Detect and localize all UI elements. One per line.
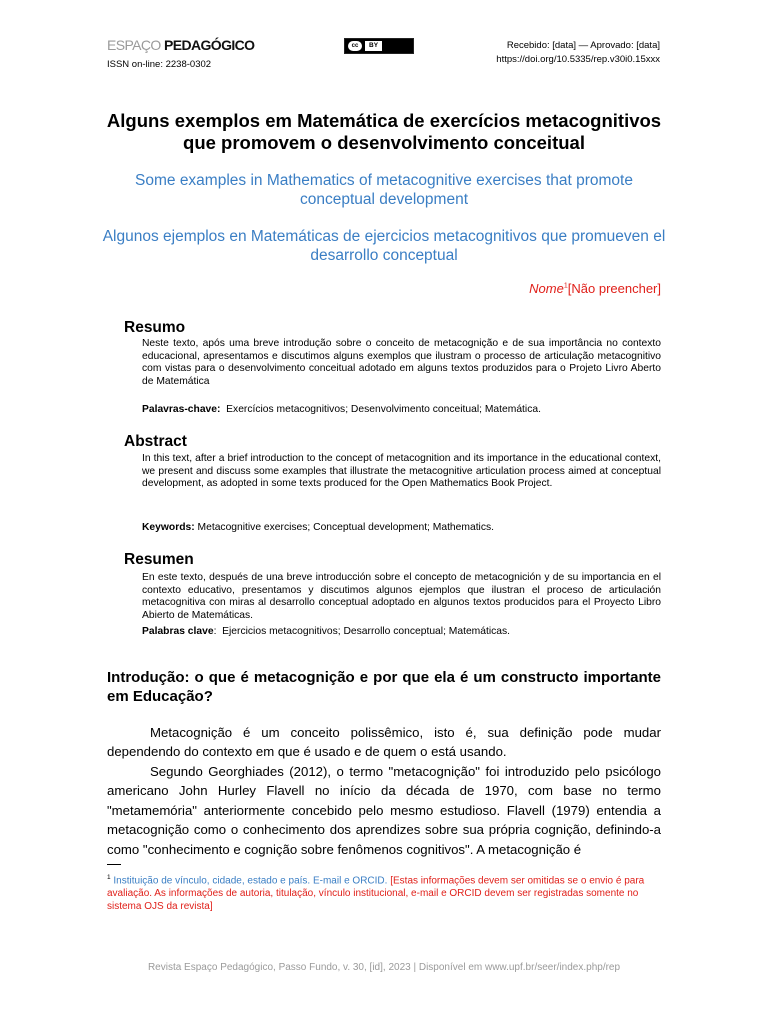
- page-footer: Revista Espaço Pedagógico, Passo Fundo, v. 30, [id], 2023 | Disponível em www.upf.br/seer/index.php/rep: [147, 962, 621, 973]
- author-note: [Não preencher]: [567, 281, 661, 296]
- title-english: Some examples in Mathematics of metacognitive exercises that promote conceptual development: [135, 172, 633, 208]
- cc-icon: cc: [348, 41, 362, 51]
- resumen-heading: Resumen: [124, 551, 194, 568]
- resumen-text: En este texto, después de una breve introducción sobre el concepto de metacognición y de su importancia en el contexto educativo, presentamos y discutimos algunos ejemplos que ilustran el proceso de articulación metacognitiva con miras al desarrollo conceptual adoptado en algunos textos producidos para el Proyecto Libro Abierto de Matemáticas.: [142, 572, 661, 621]
- author-line: [529, 281, 661, 296]
- abstract-keywords: Keywords: Metacognitive exercises; Conceptual development; Mathematics.: [142, 522, 494, 533]
- abstract-text: In this text, after a brief introduction to the concept of metacognition and its importance in the educational context, we present and discuss some examples that illustrate the metacognitive articulation process aimed at conceptual development, as adopted in some texts produced for the Open Mathematics Book Project.: [142, 453, 661, 490]
- journal-logo: ESPAÇO PEDAGÓGICO: [107, 37, 255, 53]
- received-approved-dates: Recebido: [data] — Aprovado: [data]: [506, 40, 660, 51]
- intro-heading: Introdução: o que é metacognição e por que ela é um constructo importante em Educação?: [107, 669, 661, 705]
- intro-paragraph-2: Segundo Georghiades (2012), o termo "metacognição" foi introduzido pelo psicólogo americano John Hurley Flavell no início da década de 1970, com base no termo "metamemória" anteriormente concebido pelo mesmo estudioso. Flavell (1979) entendia a metacognição como o conhecimento dos aprendizes sobre sua própria cognição, definindo-a como "conhecimento e cognição sobre fenômenos cognitivos". A metacognição é: [107, 764, 661, 857]
- resumen-keywords: Palabras clave: Ejercicios metacognitivos; Desarrollo conceptual; Matemáticas.: [142, 626, 511, 637]
- resumo-keywords: Palavras-chave: Exercícios metacognitivos; Desenvolvimento conceitual; Matemática.: [142, 404, 541, 415]
- abstract-heading: Abstract: [124, 433, 187, 450]
- footnote-divider: [107, 864, 121, 865]
- issn: ISSN on-line: 2238-0302: [107, 59, 212, 70]
- footnote-affiliation: Instituição de vínculo, cidade, estado e país. E-mail e ORCID.: [113, 875, 388, 887]
- author-footnote-mark[interactable]: 1: [563, 282, 568, 290]
- doi-link[interactable]: https://doi.org/10.5335/rep.v30i0.15xxx: [496, 54, 660, 65]
- intro-paragraph-1: Metacognição é um conceito polissêmico, isto é, sua definição pode mudar dependendo do contexto em que é usado e de quem o está usando.: [107, 725, 661, 760]
- footnote: [107, 871, 663, 913]
- author-name: Nome: [529, 281, 564, 296]
- footnote-warning: [Estas informações devem ser omitidas se o envio é para avaliação. As informações de autoria, titulação, vínculo institucional, e-mail e ORCID devem ser registradas somente no sistema OJS da revista]: [107, 875, 645, 913]
- license-label: BY: [365, 41, 382, 51]
- title-portuguese: Alguns exemplos em Matemática de exercícios metacognitivos que promovem o desenvolvimento conceitual: [106, 110, 662, 153]
- footnote-mark: 1: [107, 874, 111, 881]
- resumo-heading: Resumo: [124, 319, 186, 336]
- resumo-text: Neste texto, após uma breve introdução sobre o conceito de metacognição e de sua importância no contexto educacional, apresentamos e discutimos alguns exemplos que ilustram o processo de articulação metacognitivo com vistas para o desenvolvimento conceitual adotado em alguns textos produzidos para o Projeto Livro Aberto de Matemática: [142, 338, 661, 387]
- cc-license-badge[interactable]: [344, 38, 414, 54]
- title-spanish: Algunos ejemplos en Matemáticas de ejercicios metacognitivos que promueven el desarrollo conceptual: [102, 228, 666, 264]
